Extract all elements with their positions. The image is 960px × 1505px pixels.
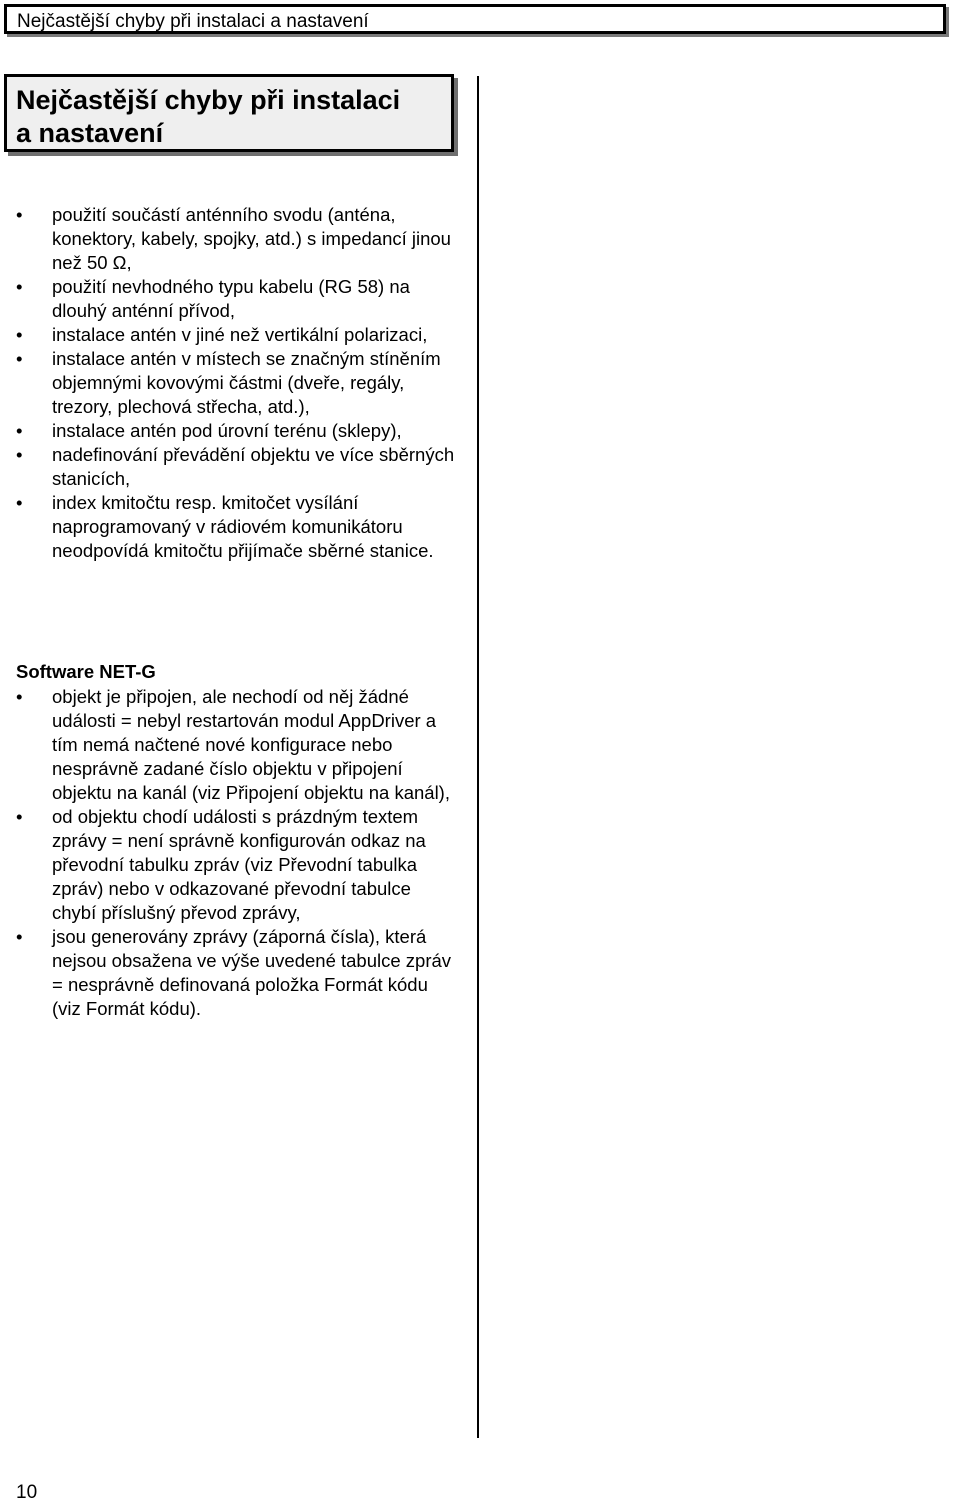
bullet-icon: • <box>16 926 23 947</box>
list-item-text: instalace antén v místech se značným stíněním objemnými kovovými částmi (dveře, regály, trezory, plechová střecha, atd.), <box>52 348 441 417</box>
software-errors-list <box>16 685 456 1021</box>
list-item-text: použití součástí anténního svodu (anténa, konektory, kabely, spojky, atd.) s impedancí jinou než 50 Ω, <box>52 204 451 273</box>
installation-errors-list <box>16 203 456 563</box>
running-header-title: Nejčastější chyby při instalaci a nastavení <box>17 11 369 32</box>
section-heading: Software NET-G <box>16 661 156 682</box>
list-item-text: objekt je připojen, ale nechodí od něj žádné události = nebyl restartován modul AppDriver a tím nemá načtené nové konfigurace nebo nesprávně zadané číslo objektu v připojení objektu na kanál (viz Připojení objektu na kanál), <box>52 686 450 803</box>
list-item-text: od objektu chodí události s prázdným textem zprávy = není správně konfigurován odkaz na převodní tabulku zpráv (viz Převodní tabulka zpráv) nebo v odkazované převodní tabulce chybí příslušný převod zprávy, <box>52 806 426 923</box>
bullet-icon: • <box>16 204 23 225</box>
bullet-icon: • <box>16 276 23 297</box>
chapter-title <box>16 84 451 150</box>
column-divider <box>477 76 479 1438</box>
bullet-icon: • <box>16 324 23 345</box>
bullet-icon: • <box>16 420 23 441</box>
list-item <box>16 347 456 419</box>
chapter-title-line-1: Nejčastější chyby při instalaci <box>16 85 401 115</box>
bullet-icon: • <box>16 444 23 465</box>
list-item-text: nadefinování převádění objektu ve více sběrných stanicích, <box>52 444 455 489</box>
list-item-text: použití nevhodného typu kabelu (RG 58) na dlouhý anténní přívod, <box>52 276 410 321</box>
list-item-text: instalace antén pod úrovní terénu (sklepy), <box>52 420 402 441</box>
bullet-icon: • <box>16 686 23 707</box>
bullet-icon: • <box>16 806 23 827</box>
running-header <box>4 4 946 34</box>
list-item <box>16 805 456 925</box>
list-item <box>16 443 456 491</box>
list-item <box>16 323 456 347</box>
page-number: 10 <box>16 1482 38 1503</box>
bullet-icon: • <box>16 348 23 369</box>
list-item <box>16 419 456 443</box>
bullet-icon: • <box>16 492 23 513</box>
list-item <box>16 275 456 323</box>
list-item-text: instalace antén v jiné než vertikální polarizaci, <box>52 324 428 345</box>
list-item <box>16 925 456 1021</box>
list-item <box>16 203 456 275</box>
list-item <box>16 685 456 805</box>
chapter-title-line-2: a nastavení <box>16 118 164 148</box>
chapter-title-box <box>4 74 454 152</box>
list-item-text: jsou generovány zprávy (záporná čísla), která nejsou obsažena ve výše uvedené tabulce zpráv = nesprávně definovaná položka Formát kódu (viz Formát kódu). <box>52 926 452 1019</box>
list-item-text: index kmitočtu resp. kmitočet vysílání naprogramovaný v rádiovém komunikátoru neodpovídá kmitočtu přijímače sběrné stanice. <box>52 492 434 561</box>
list-item <box>16 491 456 563</box>
